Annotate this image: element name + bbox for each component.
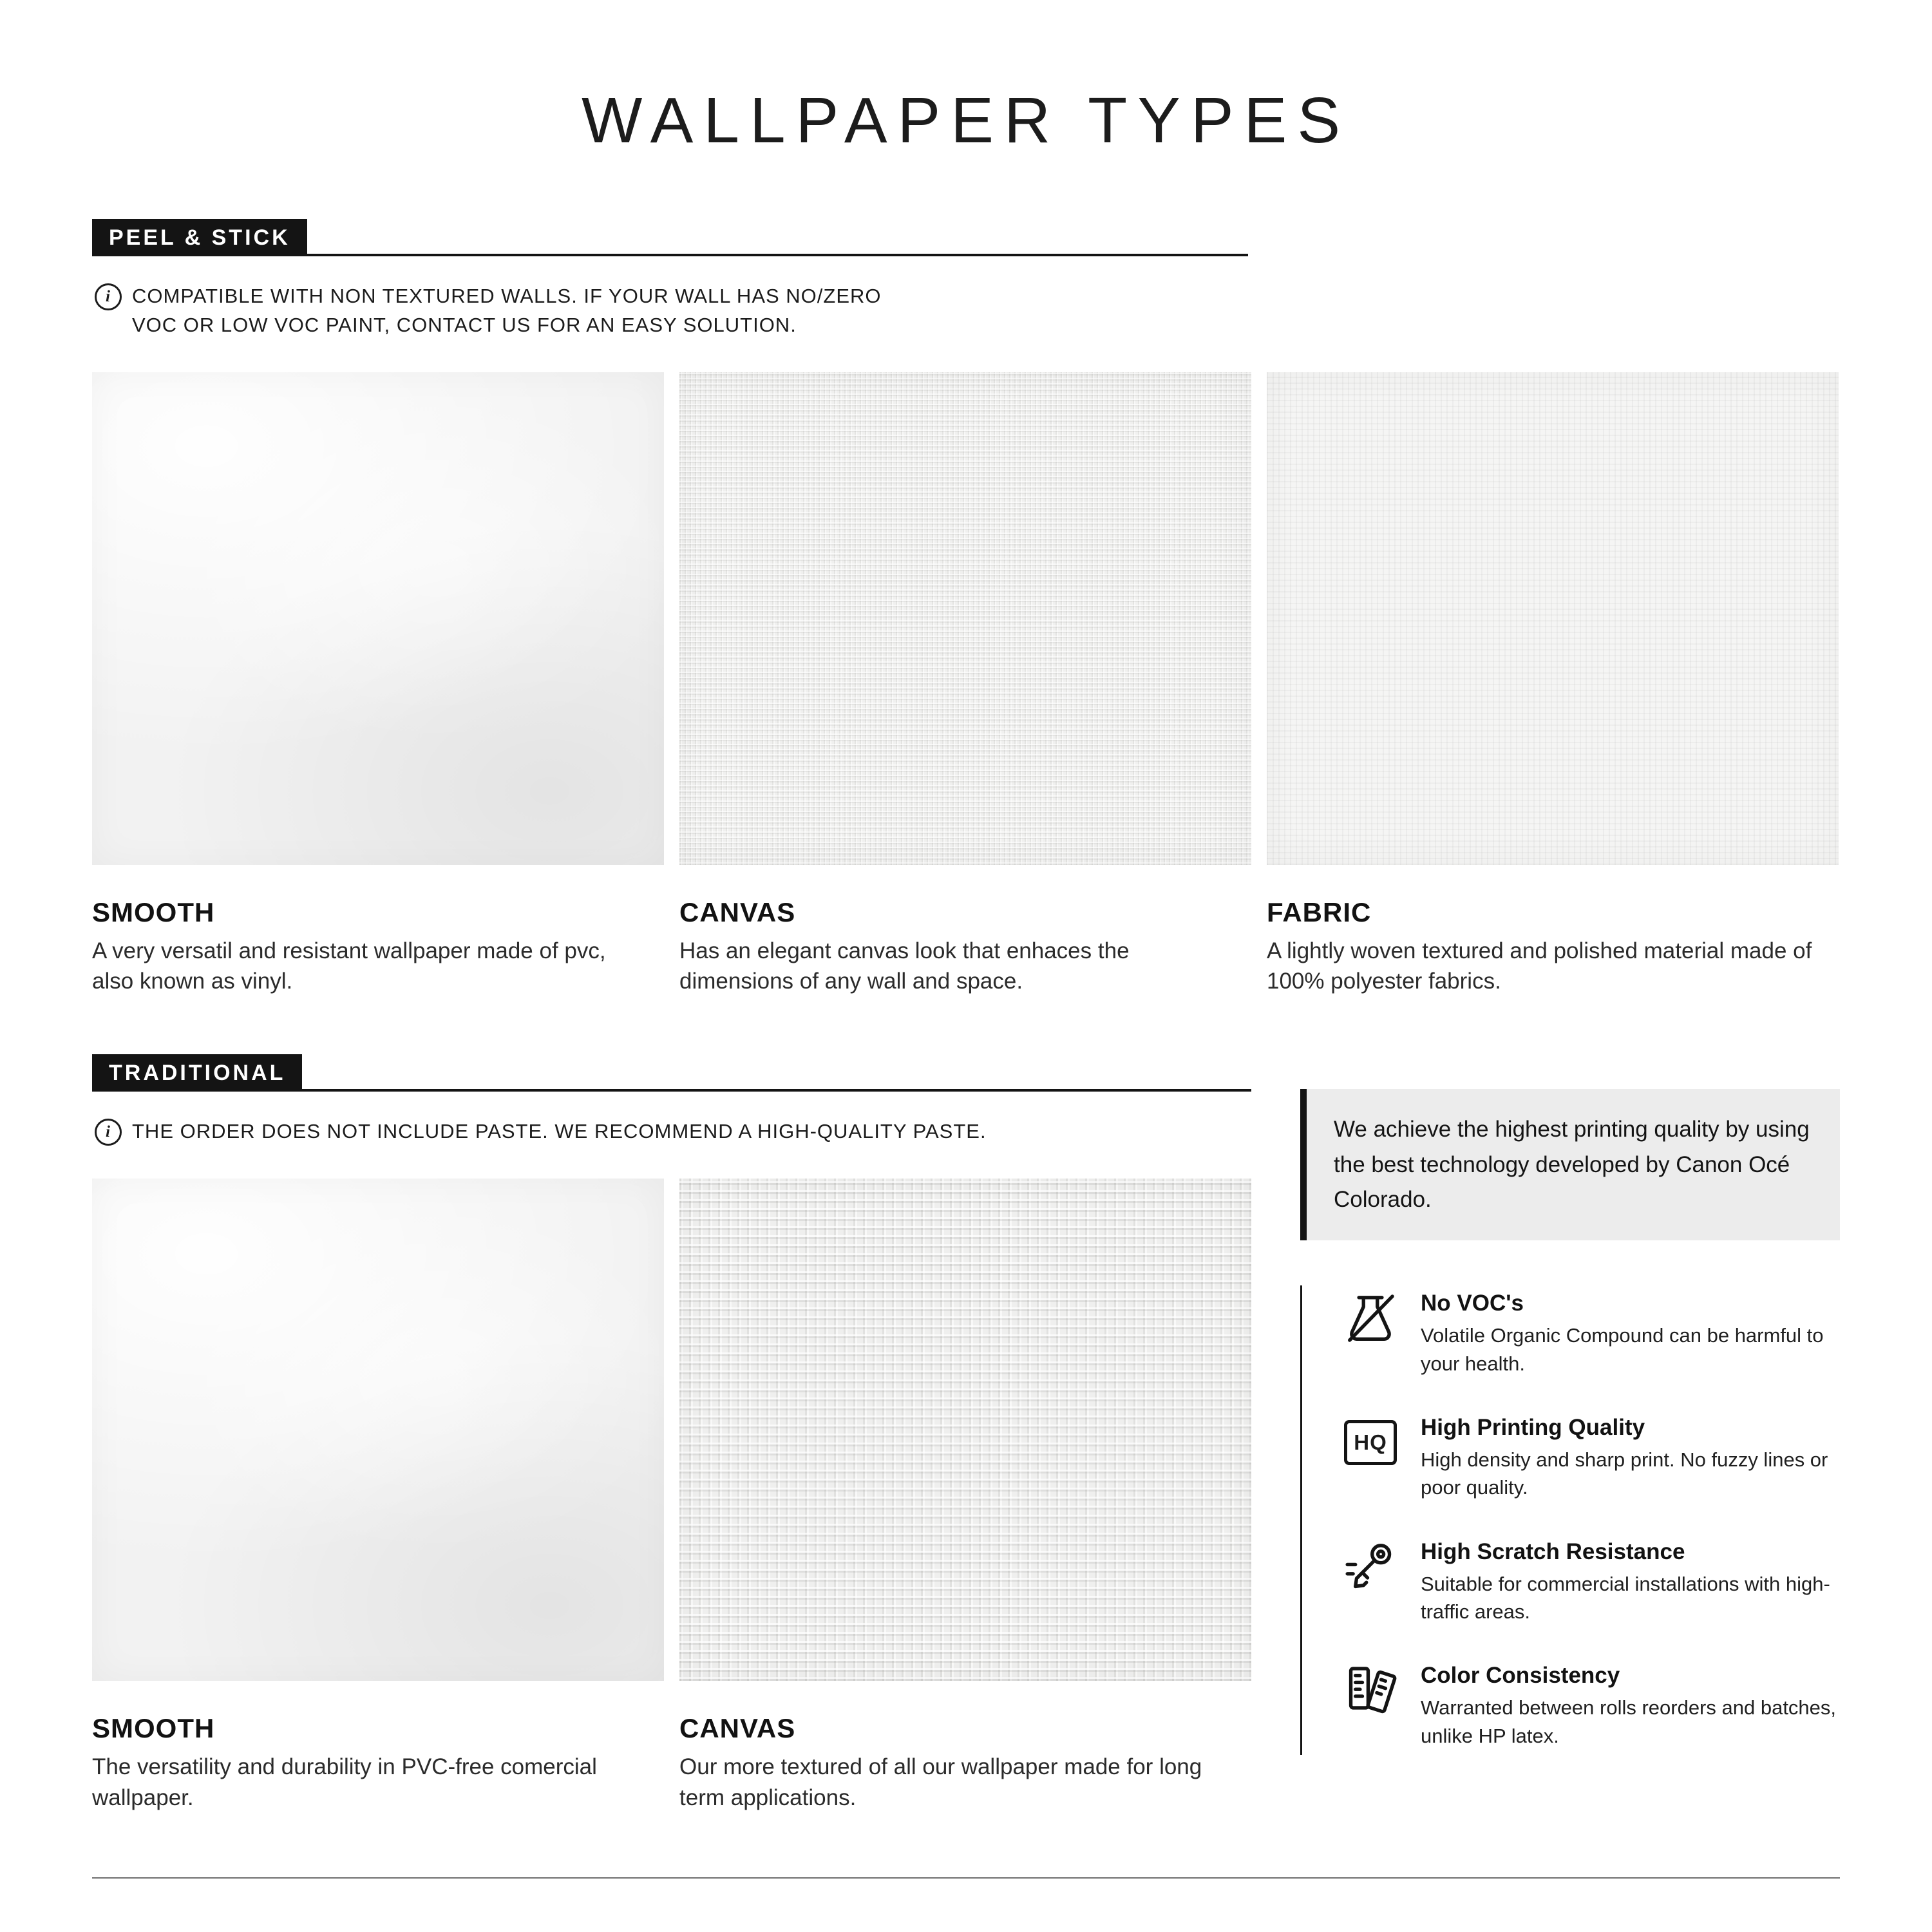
fabric-texture-image (1267, 372, 1839, 865)
swatch-title: CANVAS (679, 1713, 796, 1744)
feature-text (1421, 1291, 1840, 1378)
note-line-2: VOC OR LOW VOC PAINT, CONTACT US FOR AN EASY SOLUTION. (132, 313, 797, 336)
feature-description: Volatile Organic Compound can be harmful to your health. (1421, 1324, 1824, 1375)
color-consistency-icon (1340, 1663, 1401, 1725)
swatch-peel-canvas (679, 372, 1251, 997)
rough-canvas-texture-image (679, 1179, 1251, 1681)
traditional-and-info-row (92, 1054, 1840, 1812)
peel-stick-label: PEEL & STICK (92, 219, 307, 256)
canvas-texture-image (679, 372, 1251, 865)
feature-no-voc (1340, 1291, 1840, 1378)
feature-title: High Scratch Resistance (1421, 1539, 1685, 1564)
feature-text (1421, 1539, 1840, 1626)
feature-text (1421, 1415, 1840, 1502)
features-list (1300, 1285, 1840, 1755)
swatch-title: FABRIC (1267, 896, 1372, 927)
smooth-texture-image (92, 372, 664, 865)
scratch-resistance-icon (1340, 1539, 1401, 1601)
hq-icon (1340, 1415, 1401, 1477)
peel-stick-section-header (92, 219, 1248, 256)
section-divider-line (302, 1089, 1251, 1092)
feature-description: Suitable for commercial installations with high-traffic areas. (1421, 1572, 1830, 1624)
swatch-title: CANVAS (679, 896, 796, 927)
swatch-title: SMOOTH (92, 896, 215, 927)
feature-high-printing-quality (1340, 1415, 1840, 1502)
feature-title: No VOC's (1421, 1291, 1524, 1316)
traditional-section-header (92, 1054, 1251, 1092)
swatch-description: The versatility and durability in PVC-free comercial wallpaper. (92, 1754, 597, 1810)
hq-icon-label: HQ (1344, 1420, 1397, 1465)
info-icon: i (95, 1119, 122, 1146)
peel-stick-note (95, 282, 1840, 340)
swatch-peel-smooth (92, 372, 664, 997)
swatch-description: Our more textured of all our wallpaper made for long term applications. (679, 1754, 1202, 1810)
no-voc-icon (1340, 1291, 1401, 1352)
swatch-peel-fabric (1267, 372, 1839, 997)
page-title: WALLPAPER TYPES (581, 84, 1351, 156)
swatch-traditional-smooth (92, 1179, 664, 1813)
section-divider-line (307, 254, 1248, 256)
traditional-swatch-row (92, 1179, 1251, 1813)
traditional-section (92, 1054, 1251, 1812)
swatch-description: A very versatil and resistant wallpaper made of pvc, also known as vinyl. (92, 938, 606, 994)
traditional-label: TRADITIONAL (92, 1054, 302, 1092)
swatch-description: A lightly woven textured and polished material made of 100% polyester fabrics. (1267, 938, 1812, 994)
peel-stick-swatch-row (92, 372, 1840, 997)
swatch-traditional-canvas (679, 1179, 1251, 1813)
printing-info-column (1300, 1054, 1840, 1812)
swatch-description: Has an elegant canvas look that enhaces the dimensions of any wall and space. (679, 938, 1130, 994)
note-line-1: COMPATIBLE WITH NON TEXTURED WALLS. IF YOUR WALL HAS NO/ZERO (132, 285, 882, 307)
feature-high-scratch-resistance (1340, 1539, 1840, 1626)
printing-quality-callout: We achieve the highest printing quality by using the best technology developed by Canon Océ Colorado. (1300, 1089, 1840, 1240)
note-line-1: THE ORDER DOES NOT INCLUDE PASTE. WE RECOMMEND A HIGH-QUALITY PASTE. (132, 1120, 987, 1143)
info-icon: i (95, 283, 122, 310)
feature-text (1421, 1663, 1840, 1750)
traditional-note-text (132, 1117, 987, 1146)
feature-title: High Printing Quality (1421, 1414, 1645, 1440)
feature-description: Warranted between rolls reorders and batches, unlike HP latex. (1421, 1696, 1837, 1747)
feature-title: Color Consistency (1421, 1663, 1620, 1689)
swatch-title: SMOOTH (92, 1713, 215, 1744)
feature-description: High density and sharp print. No fuzzy lines or poor quality. (1421, 1448, 1828, 1499)
feature-color-consistency (1340, 1663, 1840, 1750)
traditional-note (95, 1117, 1251, 1146)
footer-divider-line (92, 1877, 1840, 1879)
peel-stick-note-text (132, 282, 882, 340)
smooth-texture-image (92, 1179, 664, 1681)
